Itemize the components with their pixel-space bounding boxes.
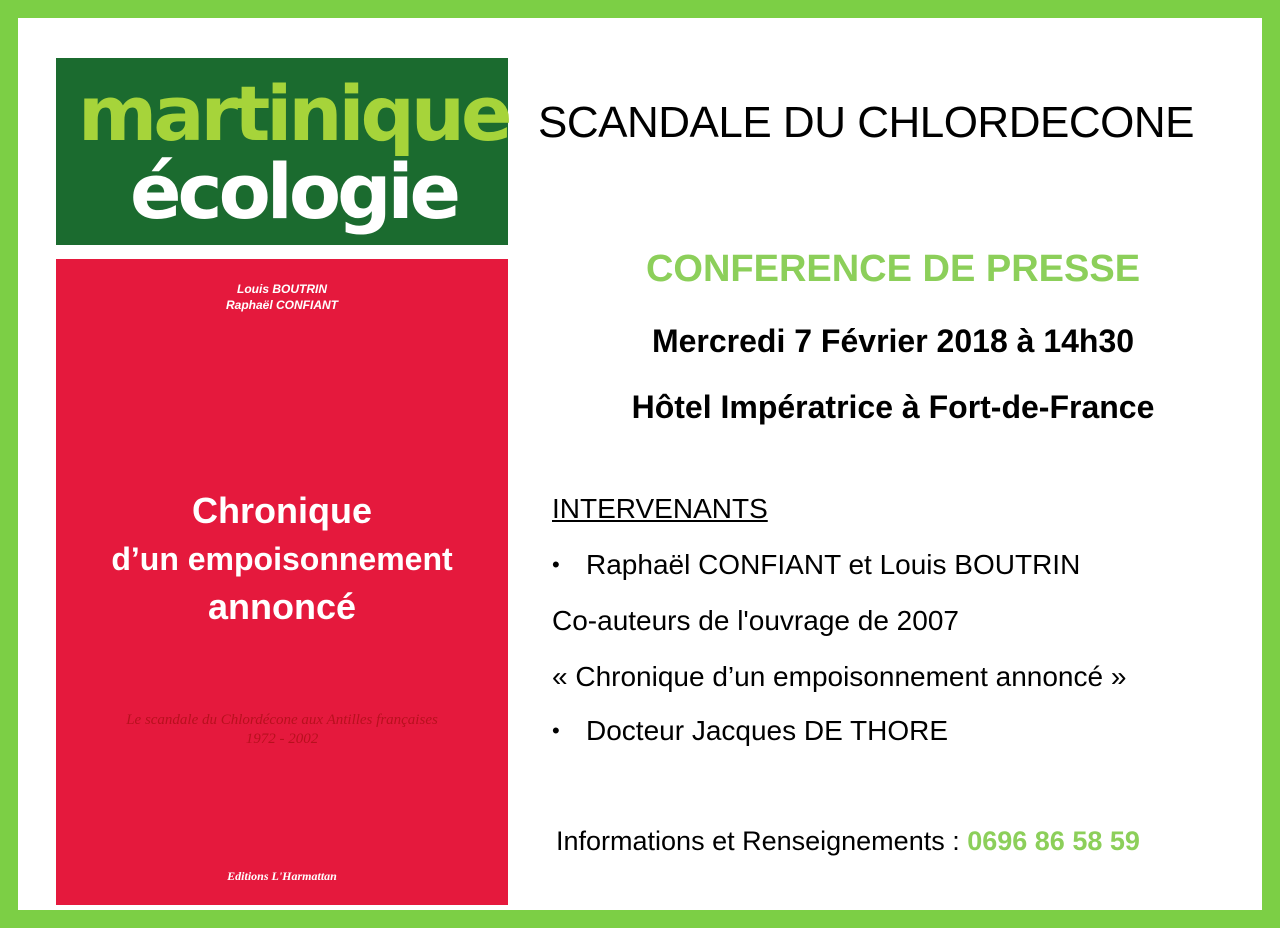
contact-label: Informations et Renseignements : <box>556 826 968 856</box>
book-title <box>56 487 508 631</box>
book-publisher: Editions L'Harmattan <box>227 869 337 883</box>
speaker-list-item <box>552 548 1080 582</box>
speaker-2-name: Docteur Jacques DE THORE <box>586 715 949 746</box>
book-title-line-3: annoncé <box>207 586 357 627</box>
book-author-2: Raphaël CONFIANT <box>225 298 338 312</box>
book-authors <box>56 281 508 313</box>
contact-phone: 0696 86 58 59 <box>967 826 1140 856</box>
martinique-ecologie-logo <box>56 58 508 245</box>
speaker-1-name: Raphaël CONFIANT et Louis BOUTRIN <box>586 549 1081 580</box>
book-subtitle-line-1: Le scandale du Chlordécone aux Antilles françaises <box>126 712 438 728</box>
logo-text-martinique: martinique <box>78 69 509 158</box>
logo-text-ecologie: écologie <box>130 147 458 236</box>
book-author-1: Louis BOUTRIN <box>237 282 327 296</box>
event-date: Mercredi 7 Février 2018 à 14h30 <box>651 323 1135 359</box>
book-subtitle-line-2: 1972 - 2002 <box>245 731 319 747</box>
book-title-line-1: Chronique <box>192 490 372 531</box>
speakers-heading: INTERVENANTS <box>552 493 768 524</box>
book-cover <box>56 259 508 905</box>
book-title-line-2: d’un empoisonnement <box>111 541 453 577</box>
speaker-1-role: Co-auteurs de l'ouvrage de 2007 <box>552 605 959 636</box>
speaker-1-book: « Chronique d’un empoisonnement annoncé » <box>552 661 1127 692</box>
headline: SCANDALE DU CHLORDECONE <box>538 98 1194 147</box>
bullet-icon: • <box>552 718 560 743</box>
book-subtitle <box>56 711 508 749</box>
contact-line <box>556 824 1140 858</box>
speaker-list-item <box>552 714 948 748</box>
bullet-icon: • <box>552 552 560 577</box>
event-venue: Hôtel Impératrice à Fort-de-France <box>631 389 1155 425</box>
event-type: CONFERENCE DE PRESSE <box>645 248 1141 290</box>
